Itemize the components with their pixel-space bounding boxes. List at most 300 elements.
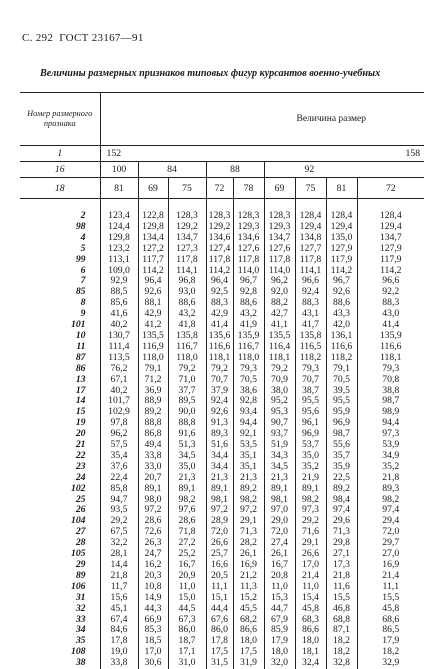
table-cell: 43,3 xyxy=(326,309,357,320)
table-cell: 53,7 xyxy=(295,440,326,451)
table-cell: 98,7 xyxy=(382,395,400,407)
table-cell: 97,4 xyxy=(326,505,357,516)
table-cell: 85,3 xyxy=(138,625,168,636)
table-cell: 97,2 xyxy=(206,505,233,516)
table-cell: 95,2 xyxy=(264,396,295,407)
table-cell: 38,7 xyxy=(295,386,326,397)
table-cell: 86,6 xyxy=(295,625,326,636)
table-cell: 25,7 xyxy=(206,549,233,560)
table-cell: 20,5 xyxy=(206,571,233,582)
table-cell: 86,6 xyxy=(233,625,264,636)
table-cell: 35,1 xyxy=(233,451,264,462)
table-row xyxy=(20,364,424,375)
table-cell: 128,3 xyxy=(168,211,206,222)
row-label: 104 xyxy=(20,516,100,527)
table-cell: 21,8 xyxy=(326,571,357,582)
table-cell: 27,2 xyxy=(168,538,206,549)
table-cell: 79,3 xyxy=(382,362,400,374)
table-cell: 67,1 xyxy=(100,375,138,386)
table-cell: 67,4 xyxy=(100,615,138,626)
table-cell: 98,2 xyxy=(382,493,400,505)
table-cell: 32,9 xyxy=(382,657,400,669)
table-cell: 35,2 xyxy=(295,462,326,473)
table-cell: 18,7 xyxy=(168,636,206,647)
table-cell: 97,4 xyxy=(382,504,400,516)
table-cell: 21,3 xyxy=(233,473,264,484)
table-cell: 16,7 xyxy=(168,560,206,571)
row-label: 2 xyxy=(20,211,100,222)
table-cell: 117,8 xyxy=(264,255,295,266)
row-label: 24 xyxy=(20,473,100,484)
row-18-value: 72 xyxy=(357,178,424,199)
row-label: 108 xyxy=(20,647,100,658)
table-cell: 18,2 xyxy=(382,646,400,658)
table-cell: 41,7 xyxy=(295,320,326,331)
table-cell: 95,5 xyxy=(326,396,357,407)
table-cell: 91,3 xyxy=(206,418,233,429)
table-row xyxy=(20,647,424,658)
table-cell: 44,3 xyxy=(138,604,168,615)
table-cell: 11,0 xyxy=(168,582,206,593)
table-row xyxy=(20,244,424,255)
table-cell: 28,6 xyxy=(138,516,168,527)
table-cell: 129,8 xyxy=(100,233,138,244)
row-label: 22 xyxy=(20,451,100,462)
table-cell: 70,8 xyxy=(382,373,400,385)
table-cell: 93,7 xyxy=(264,429,295,440)
table-cell: 17,5 xyxy=(233,647,264,658)
table-cell: 96,9 xyxy=(326,418,357,429)
row-18-value: 81 xyxy=(100,178,138,199)
table-cell: 42,7 xyxy=(264,309,295,320)
table-cell: 67,3 xyxy=(168,615,206,626)
table-cell: 32,2 xyxy=(100,538,138,549)
table-cell: 35,9 xyxy=(326,462,357,473)
table-cell: 96,2 xyxy=(264,276,295,287)
table-cell: 70,7 xyxy=(206,375,233,386)
row-16-group: 84 xyxy=(138,162,206,178)
table-cell: 35,4 xyxy=(100,451,138,462)
row-label: 8 xyxy=(20,298,100,309)
row-label: 86 xyxy=(20,364,100,375)
table-cell: 92,8 xyxy=(233,287,264,298)
table-cell: 92,4 xyxy=(295,287,326,298)
table-cell: 20,7 xyxy=(138,473,168,484)
table-cell: 45,1 xyxy=(100,604,138,615)
table-cell: 41,4 xyxy=(206,320,233,331)
table-cell: 15,3 xyxy=(264,593,295,604)
table-cell: 92,8 xyxy=(233,396,264,407)
table-cell: 21,3 xyxy=(264,473,295,484)
table-cell: 28,1 xyxy=(100,549,138,560)
row-18-value: 75 xyxy=(295,178,326,199)
table-cell: 27,4 xyxy=(264,538,295,549)
table-cell: 118,0 xyxy=(233,353,264,364)
table-cell: 18,5 xyxy=(138,636,168,647)
table-cell: 43,0 xyxy=(382,308,400,320)
table-cell: 16,6 xyxy=(206,560,233,571)
table-cell: 29,2 xyxy=(100,516,138,527)
table-cell: 97,0 xyxy=(264,505,295,516)
table-row xyxy=(20,658,424,669)
table-cell: 135,5 xyxy=(138,331,168,342)
table-cell: 16,9 xyxy=(233,560,264,571)
table-cell: 89,1 xyxy=(138,484,168,495)
table-cell: 129,4 xyxy=(295,222,326,233)
table-cell: 127,4 xyxy=(206,244,233,255)
table-cell: 44,7 xyxy=(264,604,295,615)
table-cell: 128,4 xyxy=(295,211,326,222)
row-1-label: 1 xyxy=(20,146,100,162)
table-cell: 127,2 xyxy=(138,244,168,255)
table-cell: 30,6 xyxy=(138,658,168,669)
table-cell: 118,2 xyxy=(326,353,357,364)
table-cell: 129,2 xyxy=(206,222,233,233)
table-cell: 92,0 xyxy=(264,287,295,298)
table-cell: 92,6 xyxy=(138,287,168,298)
table-cell: 28,6 xyxy=(168,516,206,527)
table-cell: 113,1 xyxy=(100,255,138,266)
row-label: 10 xyxy=(20,331,100,342)
table-cell: 116,7 xyxy=(168,342,206,353)
row-1 xyxy=(20,146,424,162)
table-cell: 17,0 xyxy=(295,560,326,571)
table-cell: 44,4 xyxy=(206,604,233,615)
table-cell: 114,2 xyxy=(326,266,357,277)
row-label: 9 xyxy=(20,309,100,320)
table-cell: 18,0 xyxy=(264,647,295,658)
row-label: 34 xyxy=(20,625,100,636)
table-cell: 68,3 xyxy=(295,615,326,626)
row-label: 28 xyxy=(20,538,100,549)
table-cell: 98,2 xyxy=(295,495,326,506)
page-number: С. 292 xyxy=(22,32,54,44)
row-label: 98 xyxy=(20,222,100,233)
table-cell: 123,4 xyxy=(100,211,138,222)
table-cell: 96,7 xyxy=(326,276,357,287)
table-cell: 117,8 xyxy=(168,255,206,266)
table-cell: 72,6 xyxy=(138,527,168,538)
table-cell: 88,6 xyxy=(326,298,357,309)
table-cell: 128,4 xyxy=(326,211,357,222)
table-cell: 41,8 xyxy=(168,320,206,331)
row-label: 25 xyxy=(20,495,100,506)
table-cell: 96,6 xyxy=(295,276,326,287)
table-cell: 39,5 xyxy=(326,386,357,397)
table-cell: 41,2 xyxy=(138,320,168,331)
table-cell: 98,2 xyxy=(233,495,264,506)
table-cell: 71,6 xyxy=(295,527,326,538)
table-row xyxy=(20,625,424,636)
table-cell: 34,4 xyxy=(206,451,233,462)
table-cell: 129,3 xyxy=(264,222,295,233)
table-cell: 79,2 xyxy=(168,364,206,375)
row-18-value: 78 xyxy=(233,178,264,199)
table-cell: 17,0 xyxy=(138,647,168,658)
table-cell: 35,0 xyxy=(295,451,326,462)
table-cell: 128,3 xyxy=(233,211,264,222)
table-cell: 29,7 xyxy=(382,537,400,549)
table-cell: 70,7 xyxy=(295,375,326,386)
row-label: 6 xyxy=(20,266,100,277)
table-cell: 28,2 xyxy=(233,538,264,549)
table-cell: 98,7 xyxy=(326,429,357,440)
table-cell: 72,0 xyxy=(206,527,233,538)
table-cell: 88,1 xyxy=(138,298,168,309)
table-cell: 71,2 xyxy=(138,375,168,386)
table-cell: 95,3 xyxy=(264,407,295,418)
table-cell: 134,6 xyxy=(206,233,233,244)
table-cell: 89,3 xyxy=(206,429,233,440)
table-cell: 26,3 xyxy=(138,538,168,549)
table-cell: 21,3 xyxy=(206,473,233,484)
row-label: 11 xyxy=(20,342,100,353)
table-cell: 135,8 xyxy=(295,331,326,342)
table-cell: 114,2 xyxy=(138,266,168,277)
table-cell: 86,0 xyxy=(206,625,233,636)
table-cell: 38,6 xyxy=(233,386,264,397)
table-cell: 92,9 xyxy=(100,276,138,287)
table-cell: 18,2 xyxy=(326,647,357,658)
table-cell: 134,7 xyxy=(264,233,295,244)
table-cell: 117,8 xyxy=(206,255,233,266)
table-cell: 88,8 xyxy=(168,418,206,429)
table-cell: 93,5 xyxy=(100,505,138,516)
table-cell: 42,9 xyxy=(206,309,233,320)
table-cell: 88,6 xyxy=(168,298,206,309)
table-cell: 97,8 xyxy=(100,418,138,429)
table-cell: 32,8 xyxy=(326,658,357,669)
table-cell: 41,1 xyxy=(264,320,295,331)
table-cell: 117,8 xyxy=(295,255,326,266)
table-cell: 96,6 xyxy=(382,275,400,287)
table-row xyxy=(20,375,424,386)
table-cell: 127,3 xyxy=(168,244,206,255)
table-cell: 15,1 xyxy=(206,593,233,604)
table-body xyxy=(20,211,424,669)
table-cell: 88,3 xyxy=(206,298,233,309)
table-cell: 93,4 xyxy=(233,407,264,418)
table-cell: 15,6 xyxy=(100,593,138,604)
table-cell: 90,7 xyxy=(264,418,295,429)
row-label: 105 xyxy=(20,549,100,560)
row-18-value: 75 xyxy=(168,178,206,199)
table-cell: 17,8 xyxy=(206,636,233,647)
table-cell: 92,4 xyxy=(206,396,233,407)
table-cell: 17,3 xyxy=(326,560,357,571)
table-cell: 98,2 xyxy=(168,495,206,506)
table-cell: 79,3 xyxy=(295,364,326,375)
table-cell: 11,1 xyxy=(382,580,400,592)
table-cell: 114,2 xyxy=(206,266,233,277)
table-cell: 57,5 xyxy=(100,440,138,451)
table-cell: 128,3 xyxy=(206,211,233,222)
table-cell: 21,2 xyxy=(233,571,264,582)
table-cell: 17,5 xyxy=(206,647,233,658)
table-cell: 92,5 xyxy=(206,287,233,298)
table-cell: 135,0 xyxy=(326,233,357,244)
table-cell: 67,9 xyxy=(264,615,295,626)
row-label: 87 xyxy=(20,353,100,364)
table-cell: 114,1 xyxy=(295,266,326,277)
table-cell: 118,1 xyxy=(264,353,295,364)
table-cell: 67,6 xyxy=(206,615,233,626)
row-label: 29 xyxy=(20,560,100,571)
table-cell: 37,9 xyxy=(206,386,233,397)
table-cell: 70,5 xyxy=(326,375,357,386)
table-cell: 96,2 xyxy=(100,429,138,440)
table-cell: 127,9 xyxy=(379,242,402,254)
table-cell: 118,2 xyxy=(295,353,326,364)
table-cell: 89,2 xyxy=(233,484,264,495)
table-cell: 70,9 xyxy=(264,375,295,386)
table-cell: 34,4 xyxy=(206,462,233,473)
table-cell: 91,6 xyxy=(168,429,206,440)
table-cell: 130,7 xyxy=(100,331,138,342)
table-cell: 29,0 xyxy=(264,516,295,527)
row-label: 26 xyxy=(20,505,100,516)
table-cell: 71,3 xyxy=(233,527,264,538)
table-cell: 33,0 xyxy=(138,462,168,473)
table-cell: 10,8 xyxy=(138,582,168,593)
row-label: 27 xyxy=(20,527,100,538)
table-cell: 11,1 xyxy=(206,582,233,593)
table-cell: 46,8 xyxy=(326,604,357,615)
table-cell: 26,1 xyxy=(264,549,295,560)
table-cell: 51,3 xyxy=(168,440,206,451)
table-cell: 11,7 xyxy=(100,582,138,593)
table-cell: 71,8 xyxy=(168,527,206,538)
table-cell: 24,7 xyxy=(138,549,168,560)
table-cell: 53,5 xyxy=(233,440,264,451)
table-cell: 116,6 xyxy=(380,340,402,352)
table-cell: 21,4 xyxy=(382,569,400,581)
table-cell: 84,6 xyxy=(100,625,138,636)
table-cell: 68,6 xyxy=(382,613,400,625)
table-cell: 71,0 xyxy=(168,375,206,386)
row-label: 38 xyxy=(20,658,100,669)
table-cell: 117,9 xyxy=(380,253,402,265)
table-cell: 86,5 xyxy=(382,624,400,636)
table-cell: 87,1 xyxy=(326,625,357,636)
table-cell: 20,8 xyxy=(264,571,295,582)
table-cell: 33,8 xyxy=(138,451,168,462)
table-cell: 117,9 xyxy=(326,255,357,266)
table-cell: 92,2 xyxy=(382,286,400,298)
table-cell: 98,0 xyxy=(138,495,168,506)
table-cell: 11,6 xyxy=(326,582,357,593)
table-cell: 135,8 xyxy=(168,331,206,342)
table-cell: 45,5 xyxy=(233,604,264,615)
table-cell: 86,0 xyxy=(168,625,206,636)
table-cell: 22,4 xyxy=(100,473,138,484)
table-cell: 21,3 xyxy=(168,473,206,484)
table-cell: 38,0 xyxy=(264,386,295,397)
table-cell: 89,3 xyxy=(382,482,400,494)
table-cell: 43,2 xyxy=(233,309,264,320)
table-cell: 31,0 xyxy=(168,658,206,669)
table-cell: 89,2 xyxy=(138,407,168,418)
table-cell: 19,0 xyxy=(100,647,138,658)
row-1-right: 158 xyxy=(168,146,424,162)
table-cell: 97,2 xyxy=(233,505,264,516)
table-cell: 40,2 xyxy=(100,320,138,331)
table-cell: 29,2 xyxy=(295,516,326,527)
row-label: 19 xyxy=(20,418,100,429)
table-cell: 16,9 xyxy=(382,559,400,570)
table-cell: 89,5 xyxy=(168,396,206,407)
table-cell: 88,8 xyxy=(138,418,168,429)
table-cell: 17,9 xyxy=(382,635,400,647)
row-label: 13 xyxy=(20,375,100,386)
table-cell: 34,3 xyxy=(264,451,295,462)
table-cell: 32,0 xyxy=(264,658,295,669)
table-cell: 40,2 xyxy=(100,386,138,397)
table-cell: 123,2 xyxy=(100,244,138,255)
table-cell: 45,8 xyxy=(382,602,400,614)
table-cell: 88,2 xyxy=(264,298,295,309)
table-row xyxy=(20,604,424,615)
table-cell: 16,2 xyxy=(138,560,168,571)
table-cell: 41,9 xyxy=(233,320,264,331)
table-cell: 88,6 xyxy=(233,298,264,309)
table-cell: 124,4 xyxy=(100,222,138,233)
table-cell: 29,1 xyxy=(295,538,326,549)
table-cell: 11,0 xyxy=(264,582,295,593)
table-cell: 21,9 xyxy=(295,473,326,484)
row-label: 23 xyxy=(20,462,100,473)
table-cell: 90,0 xyxy=(168,407,206,418)
table-cell: 35,1 xyxy=(233,462,264,473)
table-cell: 129,3 xyxy=(233,222,264,233)
table-cell: 51,9 xyxy=(264,440,295,451)
table-cell: 122,8 xyxy=(138,211,168,222)
table-cell: 134,7 xyxy=(168,233,206,244)
table-cell: 134,6 xyxy=(233,233,264,244)
table-cell: 72,0 xyxy=(264,527,295,538)
row-label: 32 xyxy=(20,604,100,615)
table-cell: 92,1 xyxy=(233,429,264,440)
table-cell: 17,1 xyxy=(168,647,206,658)
table-cell: 70,5 xyxy=(233,375,264,386)
table-cell: 33,8 xyxy=(100,658,138,669)
table-cell: 97,2 xyxy=(138,505,168,516)
table-cell: 136,1 xyxy=(326,331,357,342)
table-cell: 15,4 xyxy=(295,593,326,604)
table-cell: 135,6 xyxy=(206,331,233,342)
table-cell: 127,6 xyxy=(233,244,264,255)
table-cell: 135,5 xyxy=(264,331,295,342)
table-cell: 45,8 xyxy=(295,604,326,615)
table-cell: 31,9 xyxy=(233,658,264,669)
table-cell: 17,8 xyxy=(100,636,138,647)
table-cell: 34,5 xyxy=(168,451,206,462)
table-cell: 27,0 xyxy=(382,548,400,560)
row-label: 20 xyxy=(20,429,100,440)
table-cell: 21,4 xyxy=(295,571,326,582)
table-cell: 20,3 xyxy=(138,571,168,582)
table-cell: 92,6 xyxy=(206,407,233,418)
row-1-left: 152 xyxy=(100,146,168,162)
table-cell: 116,7 xyxy=(233,342,264,353)
table-cell: 26,6 xyxy=(206,538,233,549)
table-cell: 16,7 xyxy=(264,560,295,571)
table-cell: 88,3 xyxy=(295,298,326,309)
table-cell: 26,6 xyxy=(295,549,326,560)
table-cell: 79,2 xyxy=(264,364,295,375)
table-cell: 68,8 xyxy=(326,615,357,626)
table-cell: 102,9 xyxy=(100,407,138,418)
